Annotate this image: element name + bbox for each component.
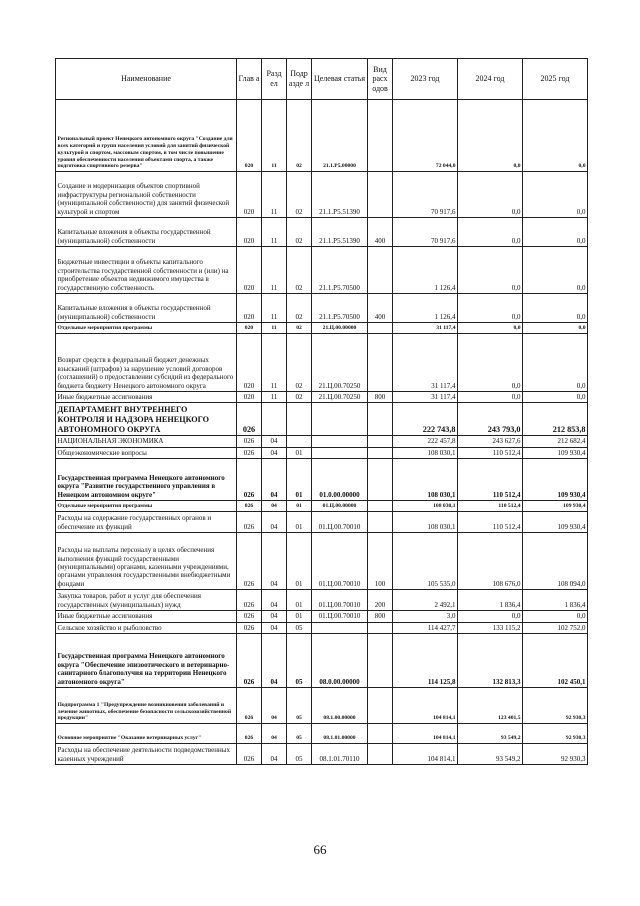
table-row (56, 323, 588, 334)
cell-glava: 026 (237, 447, 262, 458)
cell-razdel: 11 (262, 172, 287, 218)
cell-razdel: 11 (262, 392, 287, 403)
cell-name: Сельское хозяйство и рыболовство (56, 622, 237, 633)
cell-2024: 110 512,4 (458, 447, 523, 458)
cell-podrazdel: 01 (287, 611, 312, 622)
cell-razdel: 04 (262, 436, 287, 447)
cell-2024: 93 549,2 (458, 723, 523, 743)
header-glava: Глав а (237, 59, 262, 100)
cell-target-article (312, 447, 368, 458)
cell-name: Иные бюджетные ассигнования (56, 392, 237, 403)
cell-podrazdel: 02 (287, 294, 312, 323)
cell-name: Государственная программа Ненецкого автономного округа "Развитие государственного управления в Ненецком автономном округе" (56, 459, 237, 501)
cell-glava: 020 (237, 172, 262, 218)
cell-name: НАЦИОНАЛЬНАЯ ЭКОНОМИКА (56, 436, 237, 447)
cell-razdel: 04 (262, 687, 287, 723)
cell-podrazdel: 02 (287, 172, 312, 218)
cell-2023: 114 125,8 (393, 633, 458, 687)
cell-expense-type (368, 687, 393, 723)
table-header-row (56, 59, 588, 100)
cell-podrazdel: 02 (287, 247, 312, 294)
cell-expense-type (368, 633, 393, 687)
cell-razdel: 11 (262, 218, 287, 247)
cell-2023: 104 814,1 (393, 687, 458, 723)
cell-expense-type (368, 512, 393, 533)
cell-2023: 108 030,1 (393, 447, 458, 458)
cell-2023: 1 126,4 (393, 247, 458, 294)
cell-razdel: 04 (262, 633, 287, 687)
cell-target-article: 08.0.00.00000 (312, 633, 368, 687)
cell-target-article: 21.1.P5.51390 (312, 218, 368, 247)
table-row (56, 294, 588, 323)
cell-2023: 70 917,6 (393, 218, 458, 247)
cell-name: Государственная программа Ненецкого автономного округа "Обеспечение эпизоотического и ветеринарно-санитарного благополучия на территории Ненецкого автономного округа" (56, 633, 237, 687)
cell-expense-type (368, 100, 393, 172)
table-row (56, 459, 588, 501)
table-row (56, 512, 588, 533)
cell-2025: 0,0 (523, 172, 588, 218)
table-row (56, 218, 588, 247)
cell-glava: 020 (237, 392, 262, 403)
table-row (56, 687, 588, 723)
cell-expense-type (368, 323, 393, 334)
cell-2025: 109 930,4 (523, 501, 588, 512)
cell-podrazdel: 01 (287, 533, 312, 590)
cell-name: Создание и модернизация объектов спортивной инфраструктуры региональной собственности (муниципальной собственности) для занятий физической культурой и спортом (56, 172, 237, 218)
cell-target-article: 21.1.P5.51390 (312, 172, 368, 218)
page-number: 66 (313, 842, 327, 857)
cell-2023: 104 814,1 (393, 723, 458, 743)
cell-name: Расходы на обеспечение деятельности подведомственных казенных учреждений (56, 743, 237, 764)
cell-podrazdel (287, 403, 312, 436)
cell-2024: 110 512,4 (458, 512, 523, 533)
cell-glava: 026 (237, 611, 262, 622)
cell-2025: 102 752,0 (523, 622, 588, 633)
cell-razdel: 04 (262, 447, 287, 458)
cell-2024: 0,0 (458, 334, 523, 392)
cell-2024: 0,0 (458, 172, 523, 218)
cell-2024: 0,0 (458, 100, 523, 172)
cell-2024: 0,0 (458, 611, 523, 622)
cell-glava: 026 (237, 403, 262, 436)
cell-2025: 212 682,4 (523, 436, 588, 447)
cell-glava: 020 (237, 247, 262, 294)
cell-2023: 222 457,8 (393, 436, 458, 447)
cell-podrazdel: 01 (287, 459, 312, 501)
cell-podrazdel: 05 (287, 743, 312, 764)
cell-target-article: 21.Ц.00.70250 (312, 392, 368, 403)
cell-target-article: 01.0.00.00000 (312, 459, 368, 501)
cell-name: Закупка товаров, работ и услуг для обеспечения государственных (муниципальных) нужд (56, 590, 237, 611)
cell-target-article: 08.1.01.00000 (312, 723, 368, 743)
cell-2024: 133 115,2 (458, 622, 523, 633)
cell-expense-type: 800 (368, 611, 393, 622)
cell-razdel: 04 (262, 533, 287, 590)
cell-expense-type: 200 (368, 590, 393, 611)
cell-2025: 1 836,4 (523, 590, 588, 611)
cell-expense-type (368, 247, 393, 294)
cell-podrazdel: 05 (287, 687, 312, 723)
cell-2023: 104 814,1 (393, 743, 458, 764)
budget-table (55, 58, 588, 765)
cell-2023: 114 427,7 (393, 622, 458, 633)
cell-glava: 026 (237, 512, 262, 533)
cell-podrazdel (287, 436, 312, 447)
cell-glava: 026 (237, 590, 262, 611)
cell-2023: 31 117,4 (393, 323, 458, 334)
cell-expense-type: 400 (368, 294, 393, 323)
cell-2024: 243 793,0 (458, 403, 523, 436)
cell-name: Общеэкономические вопросы (56, 447, 237, 458)
cell-name: Отдельные мероприятия программы (56, 501, 237, 512)
table-row (56, 100, 588, 172)
cell-target-article: 01.Ц.00.70010 (312, 533, 368, 590)
cell-name: Иные бюджетные ассигнования (56, 611, 237, 622)
cell-glava: 020 (237, 100, 262, 172)
header-2024: 2024 год (458, 59, 523, 100)
cell-target-article: 08.1.01.70110 (312, 743, 368, 764)
cell-2024: 110 512,4 (458, 459, 523, 501)
cell-razdel: 11 (262, 294, 287, 323)
cell-2024: 93 549,2 (458, 743, 523, 764)
table-row (56, 436, 588, 447)
table-row (56, 334, 588, 392)
cell-razdel: 04 (262, 512, 287, 533)
cell-podrazdel: 01 (287, 447, 312, 458)
table-row (56, 633, 588, 687)
table-row (56, 392, 588, 403)
cell-2023: 222 743,8 (393, 403, 458, 436)
cell-name: Капитальные вложения в объекты государственной (муниципальной) собственности (56, 294, 237, 323)
table-body (56, 100, 588, 765)
cell-2025: 108 094,0 (523, 533, 588, 590)
cell-target-article: 21.1.P5.00000 (312, 100, 368, 172)
cell-target-article: 01.Ц.00.00000 (312, 501, 368, 512)
cell-2023: 31 117,4 (393, 334, 458, 392)
cell-target-article: 01.Ц.00.70010 (312, 590, 368, 611)
cell-expense-type (368, 447, 393, 458)
cell-2023: 105 535,0 (393, 533, 458, 590)
table-row (56, 403, 588, 436)
cell-2025: 92 930,3 (523, 687, 588, 723)
cell-target-article: 21.1.P5.70500 (312, 247, 368, 294)
cell-2024: 132 813,3 (458, 633, 523, 687)
cell-2024: 0,0 (458, 218, 523, 247)
cell-2025: 0,0 (523, 294, 588, 323)
cell-razdel: 11 (262, 334, 287, 392)
cell-name: Капитальные вложения в объекты государственной (муниципальной) собственности (56, 218, 237, 247)
cell-2024: 0,0 (458, 247, 523, 294)
header-podrazdel: Подр азде л (287, 59, 312, 100)
cell-razdel: 04 (262, 611, 287, 622)
cell-name: ДЕПАРТАМЕНТ ВНУТРЕННЕГО КОНТРОЛЯ И НАДЗОРА НЕНЕЦКОГО АВТОНОМНОГО ОКРУГА (56, 403, 237, 436)
cell-glava: 026 (237, 633, 262, 687)
cell-target-article (312, 436, 368, 447)
cell-glava: 026 (237, 501, 262, 512)
cell-glava: 026 (237, 622, 262, 633)
table-row (56, 172, 588, 218)
cell-expense-type: 800 (368, 392, 393, 403)
cell-expense-type (368, 403, 393, 436)
cell-2024: 123 401,5 (458, 687, 523, 723)
cell-2025: 92 930,3 (523, 743, 588, 764)
cell-2023: 70 917,6 (393, 172, 458, 218)
cell-2023: 3,0 (393, 611, 458, 622)
cell-2025: 0,0 (523, 611, 588, 622)
cell-name: Возврат средств в федеральный бюджет денежных взысканий (штрафов) за нарушение условий договоров (соглашений) о предоставлении субсидий из федерального бюджета бюджету Ненецкого автономного округа (56, 334, 237, 392)
cell-2024: 0,0 (458, 323, 523, 334)
table-row (56, 723, 588, 743)
cell-2025: 0,0 (523, 334, 588, 392)
header-target-article: Целевая статья (312, 59, 368, 100)
cell-name: Отдельные мероприятия программы (56, 323, 237, 334)
cell-name: Расходы на содержание государственных органов и обеспечение их функций (56, 512, 237, 533)
cell-2025: 212 853,8 (523, 403, 588, 436)
cell-podrazdel: 02 (287, 392, 312, 403)
cell-2025: 109 930,4 (523, 512, 588, 533)
cell-2025: 92 930,3 (523, 723, 588, 743)
cell-target-article (312, 403, 368, 436)
cell-2023: 31 117,4 (393, 392, 458, 403)
cell-glava: 026 (237, 743, 262, 764)
cell-razdel: 11 (262, 247, 287, 294)
header-expense-type: Вид расх одов (368, 59, 393, 100)
cell-target-article: 21.Ц.00.70250 (312, 334, 368, 392)
cell-2023: 108 030,1 (393, 459, 458, 501)
cell-glava: 026 (237, 687, 262, 723)
cell-podrazdel: 01 (287, 512, 312, 533)
table-row (56, 533, 588, 590)
cell-2024: 0,0 (458, 392, 523, 403)
cell-name: Основное мероприятие "Оказание ветеринарных услуг" (56, 723, 237, 743)
cell-expense-type (368, 501, 393, 512)
cell-2025: 109 930,4 (523, 447, 588, 458)
cell-razdel: 11 (262, 100, 287, 172)
cell-target-article: 21.1.P5.70500 (312, 294, 368, 323)
header-name: Наименование (56, 59, 237, 100)
cell-expense-type (368, 172, 393, 218)
cell-target-article: 08.1.00.00000 (312, 687, 368, 723)
cell-razdel: 04 (262, 459, 287, 501)
cell-expense-type: 100 (368, 533, 393, 590)
budget-page (55, 58, 587, 765)
header-2025: 2025 год (523, 59, 588, 100)
cell-glava: 020 (237, 218, 262, 247)
cell-2025: 102 450,1 (523, 633, 588, 687)
table-row (56, 501, 588, 512)
cell-podrazdel: 02 (287, 323, 312, 334)
cell-name: Бюджетные инвестиции в объекты капитального строительства государственной собственности и (или) на приобретение объектов недвижимого имущества в государственную собственность (56, 247, 237, 294)
cell-glava: 026 (237, 723, 262, 743)
cell-razdel: 04 (262, 743, 287, 764)
cell-expense-type: 400 (368, 218, 393, 247)
cell-razdel: 04 (262, 590, 287, 611)
table-row (56, 622, 588, 633)
cell-2024: 1 836,4 (458, 590, 523, 611)
cell-podrazdel: 05 (287, 622, 312, 633)
cell-2025: 0,0 (523, 323, 588, 334)
cell-podrazdel: 05 (287, 723, 312, 743)
cell-podrazdel: 02 (287, 100, 312, 172)
cell-2024: 110 512,4 (458, 501, 523, 512)
cell-2025: 0,0 (523, 218, 588, 247)
cell-2023: 2 492,1 (393, 590, 458, 611)
cell-target-article: 01.Ц.00.70010 (312, 512, 368, 533)
table-row (56, 447, 588, 458)
cell-2024: 0,0 (458, 294, 523, 323)
table-row (56, 611, 588, 622)
cell-podrazdel: 02 (287, 334, 312, 392)
cell-name: Подпрограмма 1 "Предупреждение возникновения заболеваний и лечение животных, обеспечение безопасности сельскохозяйственной продукции" (56, 687, 237, 723)
cell-2025: 0,0 (523, 392, 588, 403)
cell-glava: 020 (237, 334, 262, 392)
header-2023: 2023 год (393, 59, 458, 100)
cell-2025: 0,0 (523, 247, 588, 294)
cell-razdel (262, 403, 287, 436)
cell-target-article: 21.Ц.00.00000 (312, 323, 368, 334)
cell-glava: 026 (237, 533, 262, 590)
table-row (56, 743, 588, 764)
cell-2023: 1 126,4 (393, 294, 458, 323)
cell-expense-type (368, 459, 393, 501)
cell-2023: 108 030,1 (393, 501, 458, 512)
cell-2023: 108 030,1 (393, 512, 458, 533)
cell-razdel: 04 (262, 622, 287, 633)
cell-podrazdel: 02 (287, 218, 312, 247)
header-razdel: Разд ел (262, 59, 287, 100)
table-row (56, 247, 588, 294)
cell-podrazdel: 01 (287, 590, 312, 611)
cell-target-article (312, 622, 368, 633)
cell-razdel: 04 (262, 723, 287, 743)
cell-glava: 020 (237, 323, 262, 334)
cell-razdel: 04 (262, 501, 287, 512)
cell-glava: 026 (237, 459, 262, 501)
cell-expense-type (368, 622, 393, 633)
cell-glava: 020 (237, 294, 262, 323)
cell-glava: 026 (237, 436, 262, 447)
cell-target-article: 01.Ц.00.70010 (312, 611, 368, 622)
cell-expense-type (368, 334, 393, 392)
table-row (56, 590, 588, 611)
cell-name: Региональный проект Ненецкого автономного округа "Создание для всех категорий и групп населения условий для занятий физической культурой и спортом, массовым спортом, в том числе повышение уровня обеспеченности населения объектами спорта, а также подготовка спортивного резерва" (56, 100, 237, 172)
cell-2023: 72 044,0 (393, 100, 458, 172)
cell-name: Расходы на выплаты персоналу в целях обеспечения выполнения функций государственными (муниципальными) органами, казенными учреждениями, органами управления государственными внебюджетными фондами (56, 533, 237, 590)
cell-2024: 243 627,6 (458, 436, 523, 447)
cell-2025: 109 930,4 (523, 459, 588, 501)
cell-2025: 0,0 (523, 100, 588, 172)
cell-expense-type (368, 436, 393, 447)
cell-podrazdel: 01 (287, 501, 312, 512)
cell-2024: 108 676,0 (458, 533, 523, 590)
cell-razdel: 11 (262, 323, 287, 334)
cell-expense-type (368, 723, 393, 743)
cell-podrazdel: 05 (287, 633, 312, 687)
cell-expense-type (368, 743, 393, 764)
